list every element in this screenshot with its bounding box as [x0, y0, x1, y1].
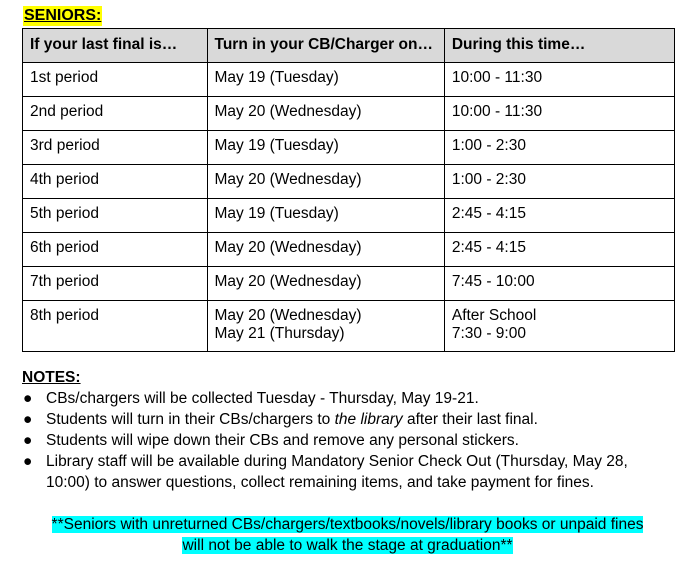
- bullet-icon: ●: [23, 411, 33, 428]
- time-line: 2:45 - 4:15: [451, 205, 526, 222]
- period-cell: 2nd period: [23, 97, 208, 131]
- period-cell: 8th period: [23, 301, 208, 352]
- period-cell: 5th period: [23, 199, 208, 233]
- period-cell: 4th period: [23, 165, 208, 199]
- time-cell: [444, 131, 674, 165]
- warning-line-1: **Seniors with unreturned CBs/chargers/textbooks/novels/library books or unpaid fines: [51, 516, 644, 533]
- date-line: May 19 (Tuesday): [214, 205, 339, 222]
- date-line: May 20 (Wednesday): [214, 273, 362, 290]
- date-cell: [207, 199, 444, 233]
- date-line: May 19 (Tuesday): [214, 69, 339, 86]
- time-line: 10:00 - 11:30: [451, 103, 543, 120]
- warning-line-2: will not be able to walk the stage at graduation**: [182, 537, 513, 554]
- page-heading: SENIORS:: [24, 7, 102, 24]
- note-wipe: Students will wipe down their CBs and remove any personal stickers.: [46, 432, 519, 449]
- date-line: May 21 (Thursday): [214, 325, 345, 342]
- list-item: [22, 430, 662, 451]
- table-row: [23, 97, 675, 131]
- table-row: [23, 131, 675, 165]
- time-cell: [444, 97, 674, 131]
- date-cell: [207, 165, 444, 199]
- period-cell: 6th period: [23, 233, 208, 267]
- table-header-row: [23, 29, 675, 63]
- table-row: [23, 199, 675, 233]
- time-line: 7:45 - 10:00: [451, 273, 535, 290]
- list-item: [22, 451, 662, 493]
- note-turn-in-emphasis: the library: [334, 411, 403, 428]
- bullet-icon: ●: [23, 453, 33, 470]
- table-row: [23, 233, 675, 267]
- date-cell: [207, 301, 444, 352]
- graduation-warning: [0, 514, 695, 556]
- time-line: 1:00 - 2:30: [451, 171, 526, 188]
- column-header-time: During this time…: [444, 29, 674, 63]
- table-row: [23, 63, 675, 97]
- date-line: May 20 (Wednesday): [214, 239, 362, 256]
- date-cell: [207, 267, 444, 301]
- time-cell: [444, 199, 674, 233]
- bullet-icon: ●: [23, 432, 33, 449]
- date-line: May 20 (Wednesday): [214, 171, 362, 188]
- date-line: May 20 (Wednesday): [214, 307, 362, 324]
- table-row: [23, 301, 675, 352]
- date-cell: [207, 131, 444, 165]
- time-line: 7:30 - 9:00: [451, 325, 526, 342]
- date-cell: [207, 97, 444, 131]
- notes-heading: NOTES:: [22, 369, 81, 386]
- period-cell: 7th period: [23, 267, 208, 301]
- date-line: May 20 (Wednesday): [214, 103, 362, 120]
- date-cell: [207, 233, 444, 267]
- time-cell: [444, 301, 674, 352]
- period-cell: 1st period: [23, 63, 208, 97]
- date-line: May 19 (Tuesday): [214, 137, 339, 154]
- time-cell: [444, 165, 674, 199]
- column-header-turn-in-date: Turn in your CB/Charger on…: [207, 29, 444, 63]
- list-item: [22, 388, 662, 409]
- time-line: 2:45 - 4:15: [451, 239, 526, 256]
- schedule-table: [22, 28, 675, 352]
- time-cell: [444, 267, 674, 301]
- table-row: [23, 165, 675, 199]
- time-line: After School: [451, 307, 537, 324]
- date-cell: [207, 63, 444, 97]
- time-line: 10:00 - 11:30: [451, 69, 543, 86]
- note-turn-in-end: after their last final.: [402, 411, 538, 428]
- column-header-last-final: If your last final is…: [23, 29, 208, 63]
- time-cell: [444, 233, 674, 267]
- note-collected: CBs/chargers will be collected Tuesday - Thursday, May 19-21.: [46, 390, 479, 407]
- time-cell: [444, 63, 674, 97]
- note-staff: Library staff will be available during Mandatory Senior Check Out (Thursday, May 28, 10:00) to answer questions, collect remaining items, and take payment for fines.: [46, 453, 628, 491]
- list-item: [22, 409, 662, 430]
- note-turn-in-start: Students will turn in their CBs/chargers to: [46, 411, 335, 428]
- bullet-icon: ●: [23, 390, 33, 407]
- period-cell: 3rd period: [23, 131, 208, 165]
- table-row: [23, 267, 675, 301]
- time-line: 1:00 - 2:30: [451, 137, 526, 154]
- notes-list: [22, 388, 662, 493]
